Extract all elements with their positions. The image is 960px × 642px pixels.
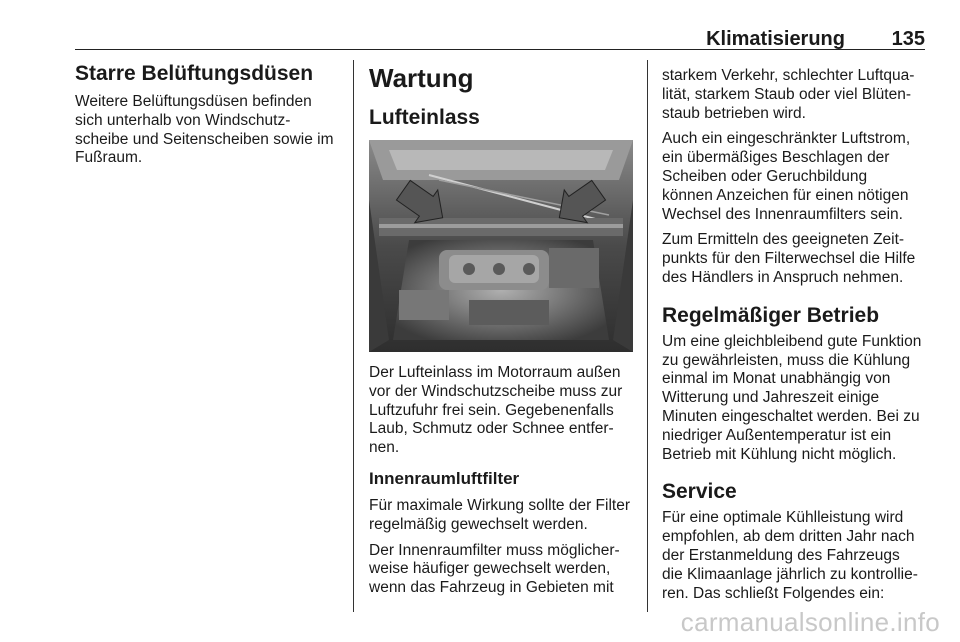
paragraph: Der Lufteinlass im Motorraum außen vor der Windschutzscheibe muss zur Luftzufuhr frei sein. Gegebenenfalls Laub, Schmutz oder Schnee entfer- nen.	[369, 364, 623, 457]
column-1	[75, 60, 345, 168]
paragraph: Für maximale Wirkung sollte der Filter regelmäßig gewechselt werden.	[369, 496, 630, 533]
chapter-section-heading: Wartung	[369, 63, 474, 93]
column-2	[369, 60, 633, 598]
engine-bay-photo	[369, 140, 633, 352]
watermark: carmanualsonline.info	[680, 607, 940, 637]
subsection-heading: Innenraumluftfilter	[369, 468, 520, 488]
paragraph: Zum Ermitteln des geeigneten Zeit- punkts für den Filterwechsel die Hilfe des Händlers in Anspruch nehmen.	[662, 231, 916, 286]
chapter-title: Klimatisierung	[706, 28, 845, 50]
paragraph: Der Innenraumfilter muss möglicher- weise häufiger gewechselt werden, wenn das Fahrzeug in Gebieten mit	[369, 541, 620, 597]
paragraph: Auch ein eingeschränkter Luftstrom, ein übermäßiges Beschlagen der Scheiben oder Geruchbildung können Anzeichen für einen nötigen Wechsel des Innenraumfilters sein.	[662, 130, 911, 223]
column-3	[662, 60, 928, 603]
paragraph: starkem Verkehr, schlechter Luftqua- lität, starkem Staub oder viel Blüten- staub betrieben wird.	[662, 67, 915, 122]
column-divider	[647, 60, 648, 612]
page-number: 135	[891, 28, 925, 50]
paragraph: Um eine gleichbleibend gute Funktion zu gewährleisten, muss die Kühlung einmal im Monat unabhängig von Witterung und Jahreszeit einige Minuten eingeschaltet werden. Bei zu niedriger Außentemperatur ist ein Betrieb mit Kühlung nicht möglich.	[662, 332, 922, 463]
section-heading: Lufteinlass	[369, 106, 480, 129]
section-heading: Starre Belüftungsdüsen	[75, 62, 314, 85]
section-heading: Service	[662, 480, 737, 504]
paragraph: Für eine optimale Kühlleistung wird empfohlen, ab dem dritten Jahr nach der Erstanmeldung des Fahrzeugs die Klimaanlage jährlich zu kontrollie- ren. Das schließt Folgendes ein:	[662, 509, 918, 602]
column-divider	[353, 60, 354, 612]
paragraph: Weitere Belüftungsdüsen befinden sich unterhalb von Windschutz- scheibe und Seitenscheiben sowie im Fußraum.	[75, 93, 334, 167]
section-heading: Regelmäßiger Betrieb	[662, 303, 880, 327]
page-header	[75, 0, 925, 50]
